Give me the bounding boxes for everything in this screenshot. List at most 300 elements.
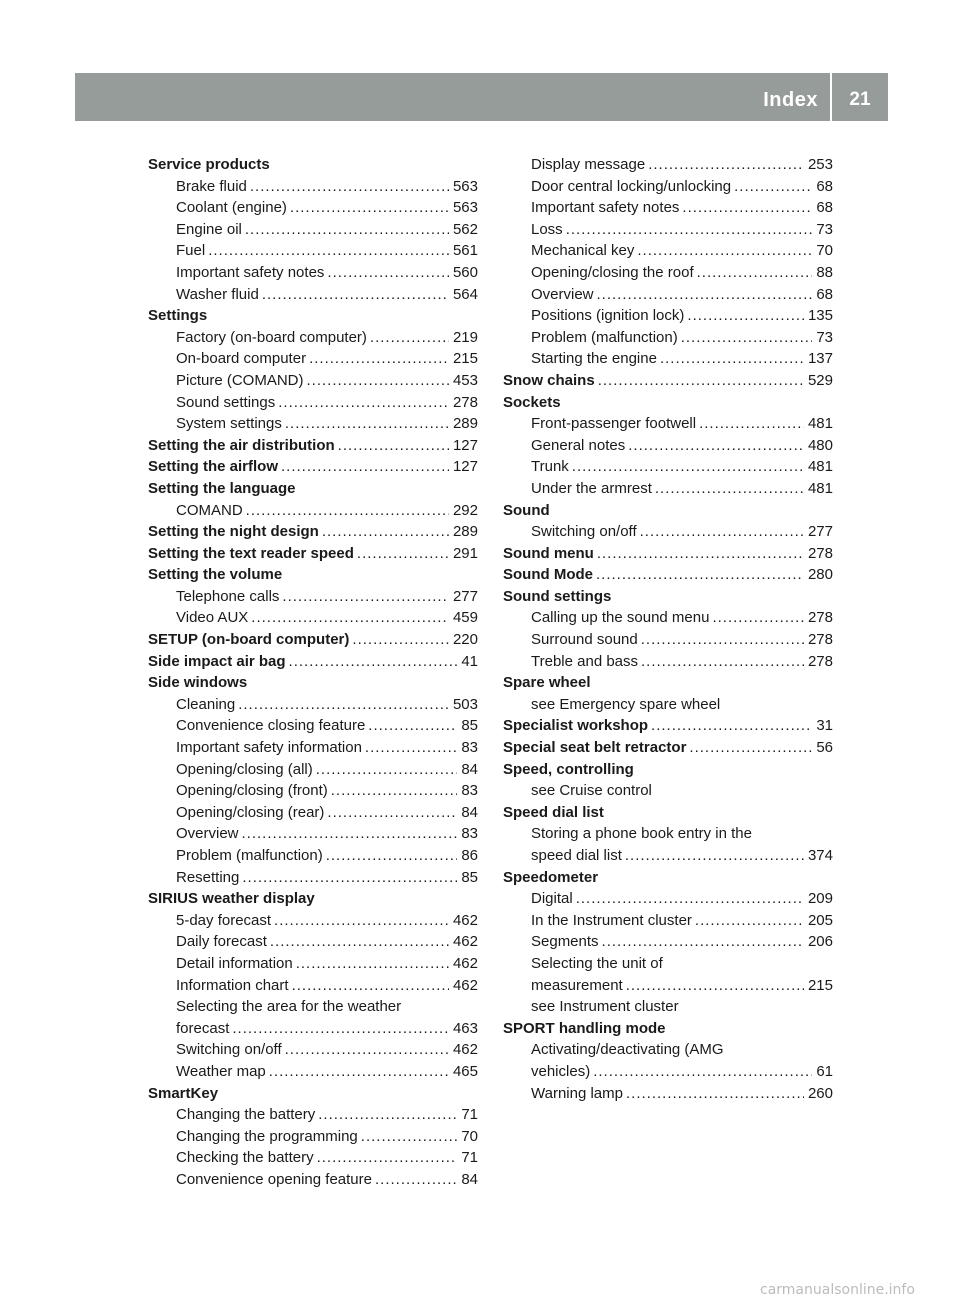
entry-label: SIRIUS weather display [148,890,315,908]
dot-leader [269,1061,449,1083]
index-subentry [148,370,478,392]
index-subentry [503,197,833,219]
index-heading [503,802,833,824]
entry-label: Opening/closing (front) [176,782,328,800]
dot-leader [593,1061,812,1083]
index-heading [148,1083,478,1105]
dot-leader [331,780,458,802]
entry-label: Snow chains [503,371,595,389]
dot-leader [278,392,449,414]
dot-leader [368,715,457,737]
entry-label: Picture (COMAND) [176,371,304,389]
dot-leader [640,521,804,543]
page-reference: 137 [807,350,833,368]
dot-leader [296,953,449,975]
page-reference: 280 [807,566,833,584]
entry-label: Sound menu [503,544,594,562]
index-subentry [148,759,478,781]
dot-leader [628,435,804,457]
dot-leader [242,867,457,889]
entry-label: Fuel [176,242,206,260]
page-reference: 68 [816,199,833,217]
page-reference: 84 [461,760,478,778]
entry-label: Door central locking/unlocking [531,177,732,195]
page-reference: 73 [816,220,833,238]
entry-label: Starting the engine [531,350,657,368]
index-subentry [503,478,833,500]
index-subentry [503,953,833,975]
entry-label: Treble and bass [531,652,639,670]
index-subentry [148,1147,478,1169]
index-heading [503,867,833,889]
page-reference: 88 [816,263,833,281]
index-subentry [148,1039,478,1061]
entry-label: Speedometer [503,868,599,886]
index-subentry [148,975,478,997]
entry-label: Setting the text reader speed [148,544,354,562]
dot-leader [316,759,458,781]
index-subentry [148,197,478,219]
entry-label: 5-day forecast [176,911,272,929]
page-reference: 41 [461,652,478,670]
dot-leader [625,845,804,867]
page-reference: 83 [461,825,478,843]
dot-leader [357,543,449,565]
page-reference: 84 [461,803,478,821]
index-heading [148,456,478,478]
page-reference: 85 [461,717,478,735]
index-heading [503,737,833,759]
dot-leader [245,219,449,241]
dot-leader [281,456,449,478]
index-subentry [148,953,478,975]
dot-leader [242,823,458,845]
dot-leader [598,370,804,392]
dot-leader [651,715,812,737]
page-reference: 61 [816,1062,833,1080]
index-heading [148,564,478,586]
dot-leader [596,564,804,586]
dot-leader [338,435,449,457]
page-reference: 220 [452,631,478,649]
index-subentry [503,1039,833,1061]
entry-label: Resetting [176,868,240,886]
page-reference: 289 [452,415,478,433]
dot-leader [576,888,804,910]
index-subentry [148,823,478,845]
page-reference: 462 [452,933,478,951]
dot-leader [648,154,804,176]
index-subentry [503,888,833,910]
entry-label: Settings [148,307,208,325]
page-reference: 127 [452,436,478,454]
index-subentry [148,737,478,759]
index-subentry [148,996,478,1018]
page-reference: 563 [452,199,478,217]
index-subentry [148,694,478,716]
page-reference: 481 [807,479,833,497]
index-heading [148,154,478,176]
entry-label: Weather map [176,1062,266,1080]
dot-leader [626,975,804,997]
dot-leader [365,737,457,759]
page-reference: 277 [807,523,833,541]
index-subentry [148,780,478,802]
index-subentry [503,910,833,932]
entry-label: Problem (malfunction) [531,328,678,346]
entry-label: General notes [531,436,626,454]
index-subentry [503,262,833,284]
index-subentry [503,154,833,176]
dot-leader [637,240,812,262]
index-subentry [148,500,478,522]
dot-leader [327,802,457,824]
dot-leader [246,500,449,522]
index-heading [148,651,478,673]
entry-label: Washer fluid [176,285,259,303]
index-subentry [148,1018,478,1040]
entry-label: SETUP (on-board computer) [148,631,350,649]
page-reference: 462 [452,976,478,994]
page-reference: 260 [807,1084,833,1102]
entry-label: Convenience closing feature [176,717,366,735]
page-reference: 564 [452,285,478,303]
entry-label: Video AUX [176,609,249,627]
entry-label: Calling up the sound menu [531,609,710,627]
entry-label: Convenience opening feature [176,1170,372,1188]
page-reference: 278 [807,652,833,670]
dot-leader [327,262,449,284]
entry-label: Surround sound [531,631,638,649]
page-reference: 86 [461,847,478,864]
dot-leader [699,413,804,435]
index-heading [503,1018,833,1040]
entry-label: Setting the language [148,479,296,497]
page-reference: 209 [807,890,833,908]
index-subentry [503,694,833,716]
index-subentry [148,802,478,824]
dot-leader [572,456,804,478]
page-reference: 85 [461,868,478,886]
page-reference: 83 [461,782,478,800]
index-subentry [148,284,478,306]
entry-label: System settings [176,415,282,433]
page-reference: 292 [452,501,478,519]
entry-label: Opening/closing (all) [176,760,313,778]
dot-leader [361,1126,458,1148]
dot-leader [695,910,804,932]
entry-label: Changing the programming [176,1127,358,1145]
dot-leader [370,327,449,349]
dot-leader [232,1018,449,1040]
index-subentry [503,931,833,953]
dot-leader [682,197,812,219]
dot-leader [597,543,804,565]
page-reference: 278 [452,393,478,411]
page-reference: 127 [452,458,478,476]
page-reference: 462 [452,954,478,972]
index-subentry [503,348,833,370]
entry-label: Factory (on-board computer) [176,328,367,346]
page-reference: 278 [807,631,833,649]
page-reference: 278 [807,544,833,562]
index-subentry [148,586,478,608]
dot-leader [689,737,812,759]
dot-leader [681,327,813,349]
index-heading [148,629,478,651]
page-reference: 462 [452,911,478,929]
entry-label: Telephone calls [176,587,280,605]
entry-label: Spare wheel [503,674,591,692]
index-subentry [148,1169,478,1191]
index-subentry [148,1061,478,1083]
entry-label: see Emergency spare wheel [531,695,721,713]
entry-label: Segments [531,933,599,951]
entry-label: Setting the night design [148,523,319,541]
dot-leader [687,305,804,327]
dot-leader [566,219,813,241]
page-reference: 453 [452,371,478,389]
index-heading [148,435,478,457]
index-subentry [503,845,833,867]
entry-label: On-board computer [176,350,307,368]
entry-label: Important safety notes [531,199,680,217]
entry-label: Sound [503,501,550,519]
entry-label: Sockets [503,393,561,411]
entry-label: Important safety notes [176,263,325,281]
page-reference: 71 [461,1149,478,1167]
entry-label: Overview [176,825,239,843]
entry-label: see Instrument cluster [531,998,679,1016]
entry-label: Coolant (engine) [176,199,287,217]
page-reference: 561 [452,242,478,260]
section-title: Index [763,89,818,111]
dot-leader [352,629,449,651]
page-reference: 481 [807,415,833,433]
index-subentry [148,931,478,953]
index-subentry [503,327,833,349]
entry-label: Opening/closing the roof [531,263,694,281]
index-subentry [148,1104,478,1126]
dot-leader [251,607,449,629]
page-reference: 70 [816,242,833,260]
index-subentry [503,456,833,478]
page-reference: 374 [807,847,833,864]
page-reference: 529 [807,371,833,389]
index-subentry [503,521,833,543]
entry-label: vehicles) [531,1062,591,1080]
index-subentry [503,305,833,327]
page-number: 21 [849,89,871,110]
entry-label: Service products [148,156,270,173]
entry-label: Setting the volume [148,566,283,584]
page-reference: 215 [452,350,478,368]
index-column-left [148,154,478,1191]
index-heading [148,305,478,327]
index-heading [503,500,833,522]
index-heading [503,715,833,737]
dot-leader [292,975,449,997]
index-subentry [148,262,478,284]
index-heading [148,478,478,500]
page-reference: 253 [807,156,833,173]
index-subentry [148,910,478,932]
index-subentry [148,607,478,629]
dot-leader [734,176,812,198]
entry-label: Display message [531,156,646,173]
entry-label: Sound settings [176,393,276,411]
index-heading [503,759,833,781]
page-reference: 481 [807,458,833,476]
index-subentry [148,240,478,262]
page-reference: 459 [452,609,478,627]
entry-label: Side impact air bag [148,652,286,670]
dot-leader [375,1169,457,1191]
entry-label: Front-passenger footwell [531,415,697,433]
header-bar [75,73,888,121]
index-subentry [503,996,833,1018]
index-heading [503,564,833,586]
index-subentry [148,176,478,198]
page-reference: 560 [452,263,478,281]
entry-label: Storing a phone book entry in the [531,825,752,843]
dot-leader [238,694,449,716]
dot-leader [602,931,804,953]
entry-label: Selecting the unit of [531,954,663,972]
page-reference: 463 [452,1019,478,1037]
entry-label: Warning lamp [531,1084,623,1102]
page-reference: 215 [807,976,833,994]
dot-leader [285,1039,449,1061]
entry-label: forecast [176,1019,230,1037]
entry-label: Trunk [531,458,569,476]
index-subentry [148,348,478,370]
index-subentry [503,240,833,262]
index-heading [148,521,478,543]
dot-leader [641,629,804,651]
index-subentry [503,975,833,997]
dot-leader [289,651,458,673]
entry-label: Positions (ignition lock) [531,307,685,325]
index-subentry [148,845,478,867]
page-reference: 135 [807,307,833,325]
page-reference: 219 [452,328,478,346]
index-heading [503,370,833,392]
dot-leader [274,910,449,932]
page-reference: 206 [807,933,833,951]
index-heading [148,543,478,565]
page-reference: 83 [461,739,478,757]
entry-label: Switching on/off [176,1041,282,1059]
dot-leader [626,1083,804,1105]
page-reference: 465 [452,1062,478,1080]
entry-label: Switching on/off [531,523,637,541]
index-heading [148,672,478,694]
page-reference: 73 [816,328,833,346]
page-reference: 462 [452,1041,478,1059]
page-reference: 205 [807,911,833,929]
dot-leader [317,1147,458,1169]
entry-label: Setting the air distribution [148,436,335,454]
index-subentry [148,219,478,241]
index-heading [503,586,833,608]
index-subentry [503,1083,833,1105]
entry-label: speed dial list [531,847,622,864]
page-reference: 56 [816,739,833,757]
dot-leader [712,607,804,629]
entry-label: Setting the airflow [148,458,279,476]
index-subentry [503,435,833,457]
dot-leader [208,240,449,262]
dot-leader [697,262,813,284]
entry-label: Selecting the area for the weather [176,998,402,1016]
index-subentry [148,392,478,414]
index-subentry [503,413,833,435]
dot-leader [597,284,813,306]
dot-leader [290,197,449,219]
entry-label: Activating/deactivating (AMG [531,1041,724,1059]
entry-label: Problem (malfunction) [176,847,323,864]
dot-leader [655,478,804,500]
dot-leader [262,284,449,306]
entry-label: Daily forecast [176,933,267,951]
page-reference: 291 [452,544,478,562]
dot-leader [660,348,804,370]
index-heading [503,672,833,694]
page-reference: 278 [807,609,833,627]
entry-label: Under the armrest [531,479,652,497]
entry-label: Special seat belt retractor [503,739,687,757]
entry-label: Side windows [148,674,248,692]
index-subentry [503,607,833,629]
index-subentry [148,867,478,889]
index-subentry [503,629,833,651]
page-reference: 68 [816,285,833,303]
page-reference: 84 [461,1170,478,1188]
dot-leader [250,176,449,198]
page-reference: 71 [461,1106,478,1124]
entry-label: Loss [531,220,563,238]
entry-label: Detail information [176,954,293,972]
entry-label: Important safety information [176,739,362,757]
index-subentry [148,715,478,737]
entry-label: Sound Mode [503,566,593,584]
dot-leader [318,1104,457,1126]
page-reference: 562 [452,220,478,238]
page-reference: 31 [816,717,833,735]
dot-leader [282,586,449,608]
page-reference: 480 [807,436,833,454]
entry-label: COMAND [176,501,243,519]
entry-label: Brake fluid [176,177,247,195]
entry-label: Overview [531,285,594,303]
page-reference: 277 [452,587,478,605]
index-subentry [148,1126,478,1148]
page-reference: 503 [452,695,478,713]
page-reference: 563 [452,177,478,195]
dot-leader [322,521,449,543]
entry-label: Sound settings [503,587,612,605]
dot-leader [285,413,449,435]
entry-label: Cleaning [176,695,236,713]
index-subentry [503,823,833,845]
entry-label: Speed, controlling [503,760,634,778]
entry-label: Checking the battery [176,1149,314,1167]
entry-label: SPORT handling mode [503,1019,666,1037]
entry-label: SmartKey [148,1084,219,1102]
entry-label: Specialist workshop [503,717,649,735]
page-reference: 70 [461,1127,478,1145]
